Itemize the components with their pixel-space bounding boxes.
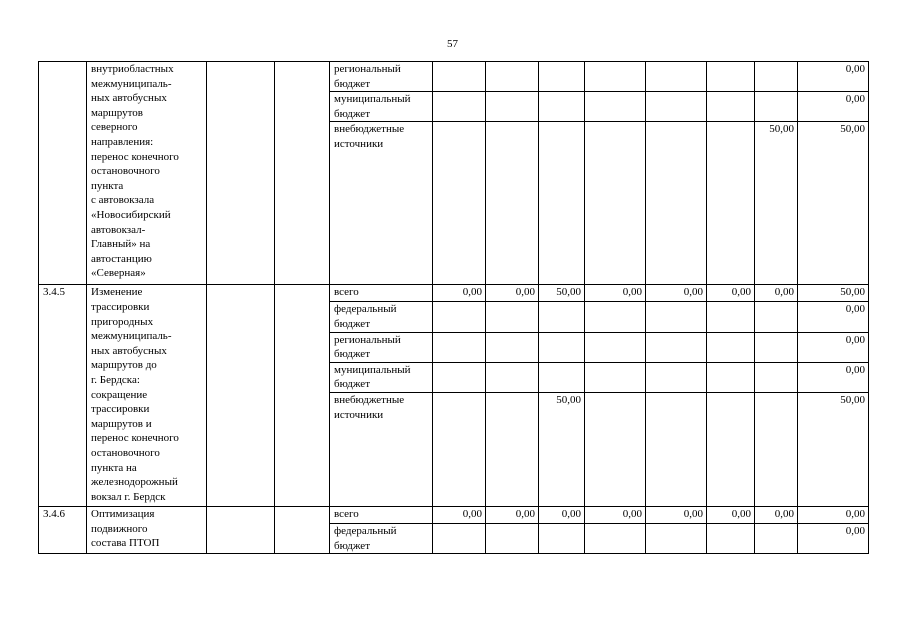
year-value (755, 62, 798, 92)
period-cell (275, 62, 330, 285)
year-value (539, 302, 585, 332)
year-value: 50,00 (539, 392, 585, 506)
year-value (585, 62, 646, 92)
year-value: 0,00 (755, 506, 798, 523)
total-value: 50,00 (798, 122, 869, 285)
year-value (707, 302, 755, 332)
total-value: 0,00 (798, 62, 869, 92)
year-value (486, 362, 539, 392)
year-value: 0,00 (707, 506, 755, 523)
year-value: 0,00 (646, 506, 707, 523)
year-value (646, 122, 707, 285)
item-name: внутриобластных межмуниципаль- ных автобусных маршрутов северного направления: перенос конечного остановочного пункта с автовокзала «Новосибирский автовокзал- Главный» на автостанцию «Северная» (87, 62, 207, 285)
table-row (39, 506, 869, 523)
total-value: 0,00 (798, 332, 869, 362)
table-row (39, 285, 869, 302)
funding-source: федеральный бюджет (330, 302, 433, 332)
year-value (585, 302, 646, 332)
year-value (585, 392, 646, 506)
year-value (707, 122, 755, 285)
total-value: 50,00 (798, 392, 869, 506)
year-value (755, 302, 798, 332)
year-value: 50,00 (539, 285, 585, 302)
year-value (646, 362, 707, 392)
year-value: 0,00 (646, 285, 707, 302)
year-value (707, 392, 755, 506)
total-value: 0,00 (798, 302, 869, 332)
year-value (755, 362, 798, 392)
item-name: Изменение трассировки пригородных межмуниципаль- ных автобусных маршрутов до г. Бердска: сокращение трассировки маршрутов и перенос конечного остановочного пункта на железнодорожный вокзал г. Бердск (87, 285, 207, 507)
year-value (585, 523, 646, 553)
year-value (585, 92, 646, 122)
year-value (486, 332, 539, 362)
year-value (433, 62, 486, 92)
total-value: 0,00 (798, 506, 869, 523)
total-value: 0,00 (798, 92, 869, 122)
period-cell (275, 506, 330, 553)
year-value: 0,00 (539, 506, 585, 523)
year-value (755, 332, 798, 362)
year-value (646, 302, 707, 332)
year-value (486, 392, 539, 506)
year-value (646, 92, 707, 122)
total-value: 50,00 (798, 285, 869, 302)
year-value: 0,00 (486, 506, 539, 523)
year-value (585, 362, 646, 392)
year-value (646, 523, 707, 553)
year-value (585, 122, 646, 285)
year-value (539, 362, 585, 392)
year-value (539, 122, 585, 285)
year-value: 0,00 (585, 285, 646, 302)
year-value (486, 62, 539, 92)
year-value (433, 92, 486, 122)
year-value (707, 523, 755, 553)
funding-source: внебюджетные источники (330, 122, 433, 285)
year-value (433, 392, 486, 506)
year-value (585, 332, 646, 362)
page-number: 57 (447, 38, 458, 50)
year-value: 0,00 (433, 285, 486, 302)
year-value (755, 392, 798, 506)
funding-source: федеральный бюджет (330, 523, 433, 553)
funding-source: региональный бюджет (330, 62, 433, 92)
total-value: 0,00 (798, 362, 869, 392)
executor-cell (207, 285, 275, 507)
year-value: 0,00 (486, 285, 539, 302)
year-value (433, 122, 486, 285)
year-value (755, 523, 798, 553)
total-value: 0,00 (798, 523, 869, 553)
funding-source: внебюджетные источники (330, 392, 433, 506)
year-value (646, 332, 707, 362)
funding-source: региональный бюджет (330, 332, 433, 362)
year-value (539, 92, 585, 122)
funding-source: всего (330, 285, 433, 302)
year-value: 0,00 (755, 285, 798, 302)
executor-cell (207, 506, 275, 553)
period-cell (275, 285, 330, 507)
year-value (707, 92, 755, 122)
executor-cell (207, 62, 275, 285)
budget-table (38, 61, 869, 554)
funding-source: муниципальный бюджет (330, 362, 433, 392)
year-value: 50,00 (755, 122, 798, 285)
funding-source: муниципальный бюджет (330, 92, 433, 122)
year-value (486, 92, 539, 122)
year-value (707, 332, 755, 362)
year-value (539, 62, 585, 92)
year-value (646, 62, 707, 92)
item-name: Оптимизация подвижного состава ПТОП (87, 506, 207, 553)
year-value (433, 523, 486, 553)
year-value (646, 392, 707, 506)
year-value: 0,00 (585, 506, 646, 523)
year-value: 0,00 (707, 285, 755, 302)
year-value (539, 332, 585, 362)
year-value (707, 362, 755, 392)
funding-source: всего (330, 506, 433, 523)
table-row (39, 62, 869, 92)
year-value (433, 362, 486, 392)
year-value (755, 92, 798, 122)
year-value (433, 302, 486, 332)
year-value (539, 523, 585, 553)
year-value (433, 332, 486, 362)
item-code: 3.4.6 (39, 506, 87, 553)
year-value (486, 302, 539, 332)
year-value (486, 122, 539, 285)
year-value (707, 62, 755, 92)
year-value (486, 523, 539, 553)
item-code (39, 62, 87, 285)
year-value: 0,00 (433, 506, 486, 523)
item-code: 3.4.5 (39, 285, 87, 507)
